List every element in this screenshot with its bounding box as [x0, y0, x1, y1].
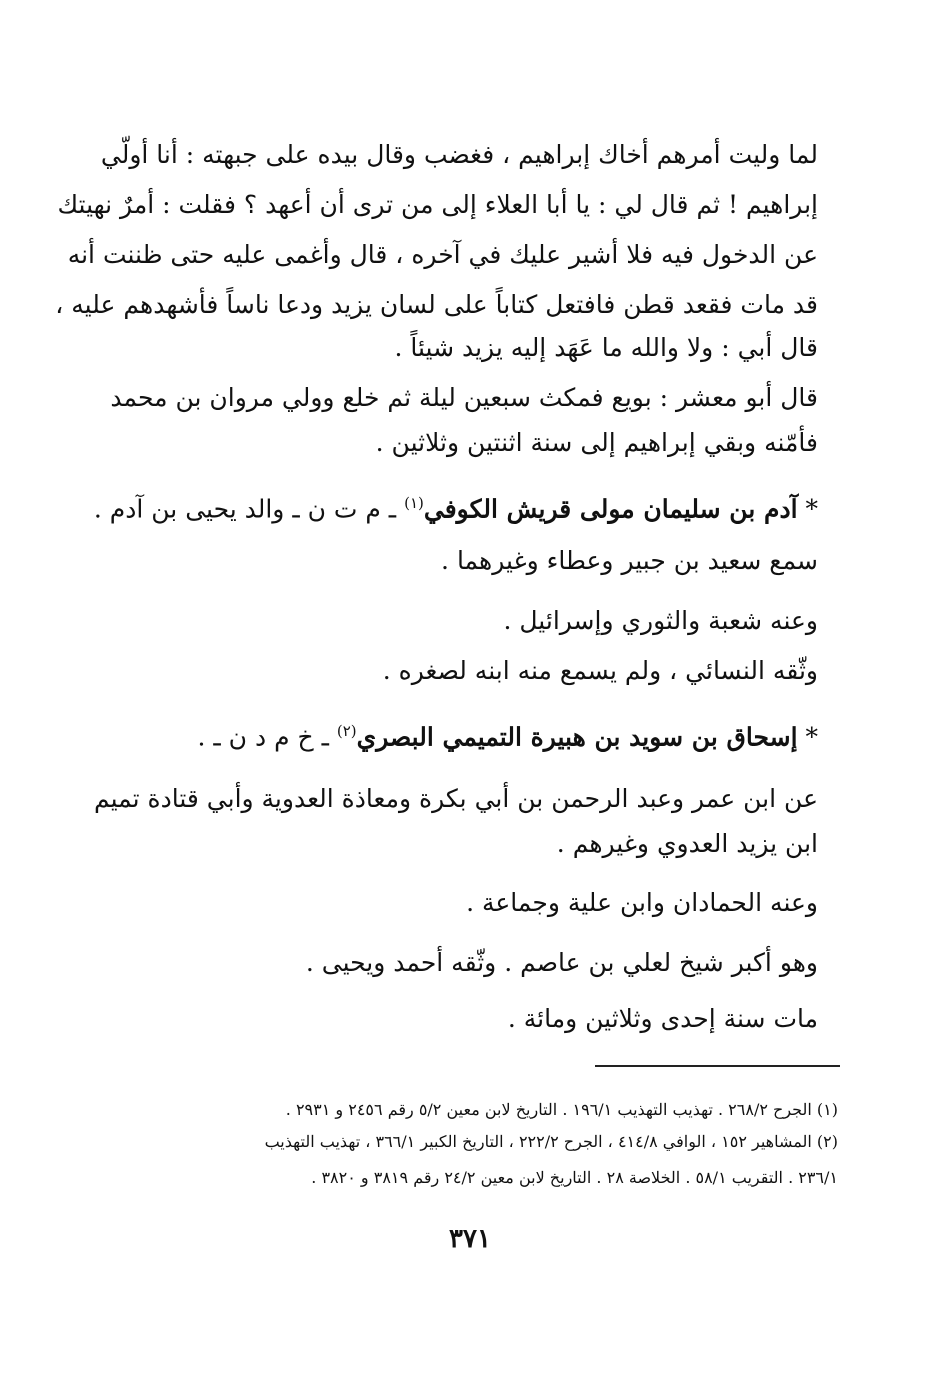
entry-codes: ـ خ م د ن ـ .	[197, 722, 329, 752]
text-line: قال أبي : ولا والله ما عَهَد إليه يزيد شيئاً .	[394, 333, 818, 362]
text-line: ابن يزيد العدوي وغيرهم .	[556, 829, 818, 858]
entry-marker: *	[805, 722, 818, 752]
footnote-ref: (٢)	[336, 722, 357, 740]
text-line: وهو أكبر شيخ لعلي بن عاصم . وثّقه أحمد ويحيى .	[305, 948, 818, 977]
entry-codes: ـ م ت ن ـ والد يحيى بن آدم .	[93, 494, 397, 524]
text-line: وثّقه النسائي ، ولم يسمع منه ابنه لصغره .	[382, 656, 818, 685]
text-line: وعنه شعبة والثوري وإسرائيل .	[503, 606, 818, 635]
entry-heading: إسحاق بن سويد بن هبيرة التميمي البصري	[356, 722, 798, 752]
text-line: قال أبو معشر : بويع فمكث سبعين ليلة ثم خلع وولي مروان بن محمد	[110, 383, 818, 412]
footnote-ref: (١)	[404, 494, 424, 512]
entry-heading-line	[198, 722, 818, 751]
footnote-line: (٢) المشاهير ١٥٢ ، الوافي ٤١٤/٨ ، الجرح ٢٢٢/٢ ، التاريخ الكبير ٣٦٦/١ ، تهذيب التهذيب	[264, 1132, 838, 1151]
entry-marker: *	[805, 494, 818, 524]
text-line: عن ابن عمر وعبد الرحمن بن أبي بكرة ومعاذة العدوية وأبي قتادة تميم	[93, 784, 818, 813]
text-line: وعنه الحمادان وابن علية وجماعة .	[466, 888, 818, 917]
entry-heading-line	[94, 494, 818, 523]
text-line: سمع سعيد بن جبير وعطاء وغيرهما .	[441, 546, 818, 575]
text-line: فأمّنه وبقي إبراهيم إلى سنة اثنتين وثلاثين .	[375, 428, 818, 457]
text-line: عن الدخول فيه فلا أشير عليك في آخره ، قال وأغمى عليه حتى ظننت أنه	[67, 240, 818, 269]
text-line: إبراهيم ! ثم قال لي : يا أبا العلاء إلى من ترى أن أعهد ؟ فقلت : أمرٌ نهيتك	[57, 190, 818, 219]
text-line: مات سنة إحدى وثلاثين ومائة .	[507, 1004, 818, 1033]
footnote-line: (١) الجرح ٢٦٨/٢ . تهذيب التهذيب ١٩٦/١ . التاريخ لابن معين ٥/٢ رقم ٢٤٥٦ و ٢٩٣١ .	[285, 1100, 838, 1119]
text-line: قد مات فقعد قطن فافتعل كتاباً على لسان يزيد ودعا ناساً فأشهدهم عليه ،	[55, 290, 818, 319]
footnote-divider	[595, 1065, 840, 1067]
text-line: لما وليت أمرهم أخاك إبراهيم ، فغضب وقال بيده على جبهته : أنا أولّي	[100, 140, 818, 169]
page-number: ٣٧١	[449, 1224, 491, 1254]
footnote-line: ٢٣٦/١ . التقريب ٥٨/١ . الخلاصة ٢٨ . التاريخ لابن معين ٢٤/٢ رقم ٣٨١٩ و ٣٨٢٠ .	[311, 1168, 838, 1187]
entry-heading: آدم بن سليمان مولى قريش الكوفي	[423, 494, 798, 524]
